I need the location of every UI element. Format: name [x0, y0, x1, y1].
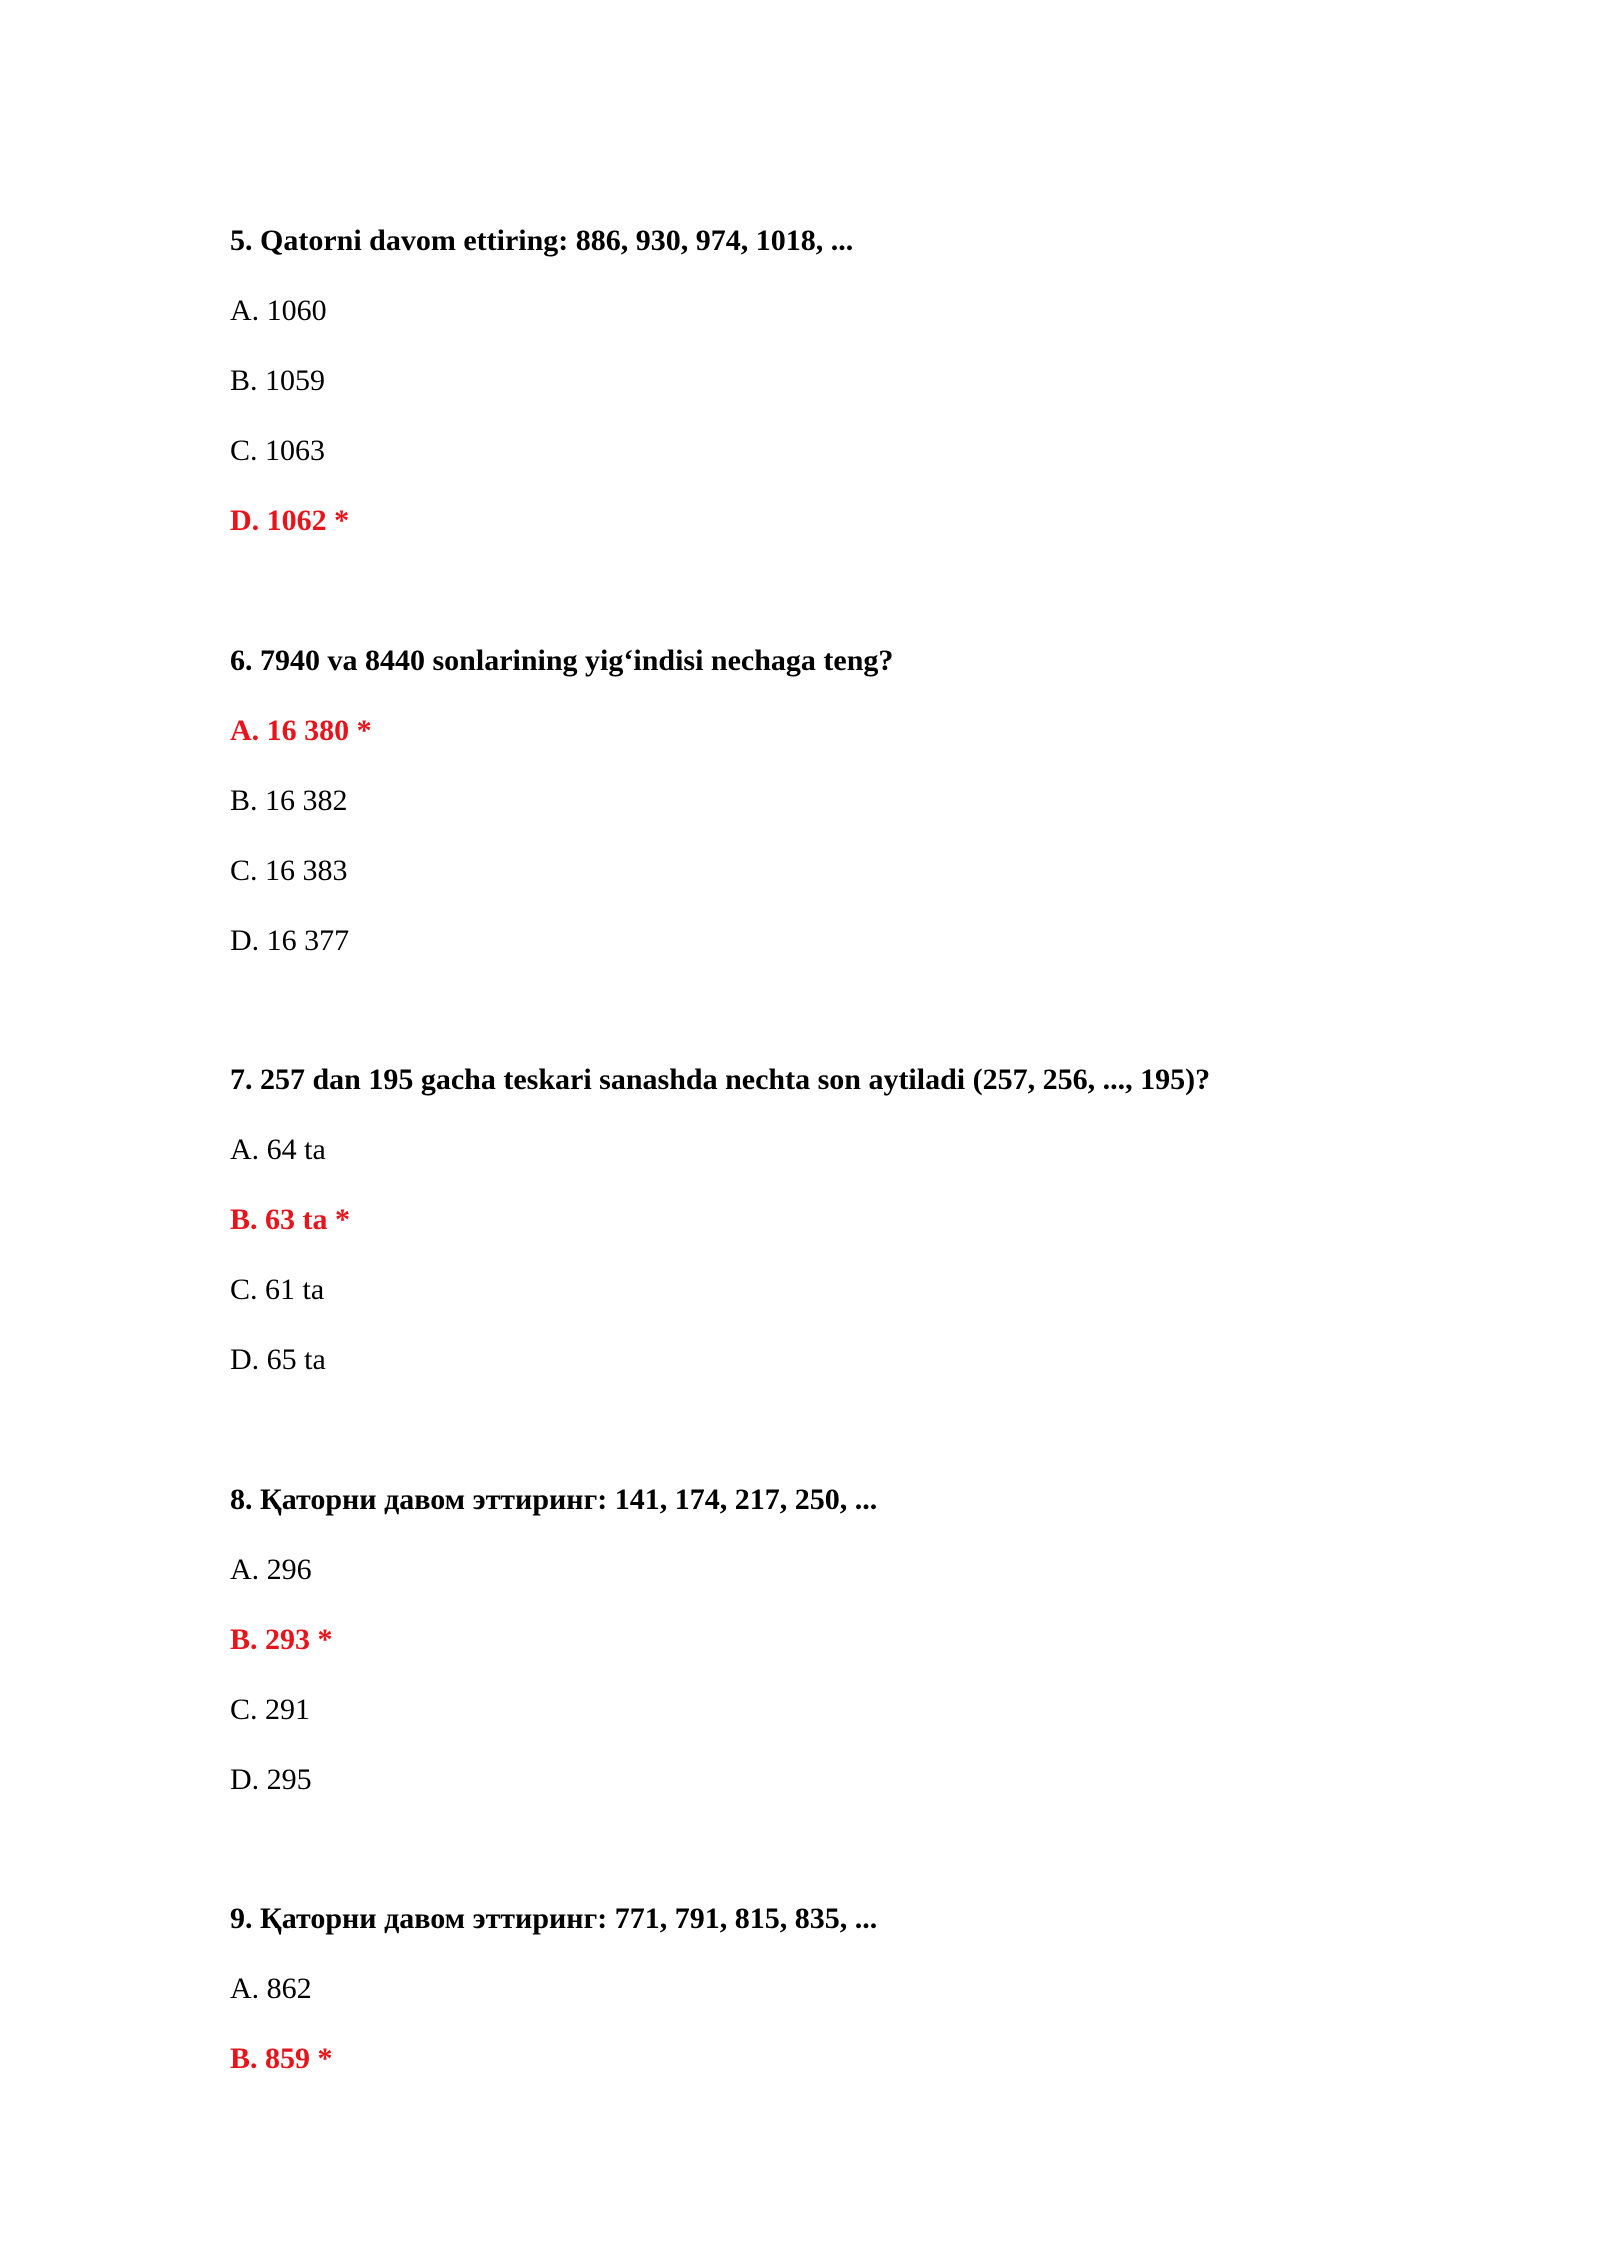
- question-7-option-b-correct: B. 63 ta *: [230, 1203, 350, 1236]
- question-6-option-a-correct: A. 16 380 *: [230, 714, 372, 747]
- question-8-option-b-correct: B. 293 *: [230, 1623, 333, 1656]
- question-5-option-b: B. 1059: [230, 364, 326, 397]
- question-8-text: 8. Қаторни давом эттиринг: 141, 174, 217, 250, ...: [230, 1483, 878, 1516]
- question-6-option-c: C. 16 383: [230, 854, 348, 887]
- question-7-option-c: C. 61 ta: [230, 1273, 325, 1306]
- question-7-option-a: A. 64 ta: [230, 1133, 326, 1166]
- question-7-option-d: D. 65 ta: [230, 1343, 326, 1376]
- question-9-option-a: A. 862: [230, 1972, 312, 2005]
- question-5-option-a: A. 1060: [230, 294, 327, 327]
- question-5-text: 5. Qatorni davom ettiring: 886, 930, 974, 1018, ...: [230, 224, 854, 257]
- question-6-option-d: D. 16 377: [230, 924, 350, 957]
- question-6-text: 6. 7940 va 8440 sonlarining yig‘indisi nechaga teng?: [230, 644, 894, 677]
- question-8-option-c: C. 291: [230, 1693, 311, 1726]
- question-5-option-d-correct: D. 1062 *: [230, 504, 350, 537]
- question-9-option-b-correct: B. 859 *: [230, 2042, 333, 2075]
- question-5-option-c: C. 1063: [230, 434, 326, 467]
- question-8-option-d: D. 295: [230, 1763, 312, 1796]
- question-8-option-a: A. 296: [230, 1553, 312, 1586]
- question-6-option-b: B. 16 382: [230, 784, 348, 817]
- question-9-text: 9. Қаторни давом эттиринг: 771, 791, 815, 835, ...: [230, 1902, 878, 1935]
- question-7-text: 7. 257 dan 195 gacha teskari sanashda nechta son aytiladi (257, 256, ..., 195)?: [230, 1063, 1211, 1096]
